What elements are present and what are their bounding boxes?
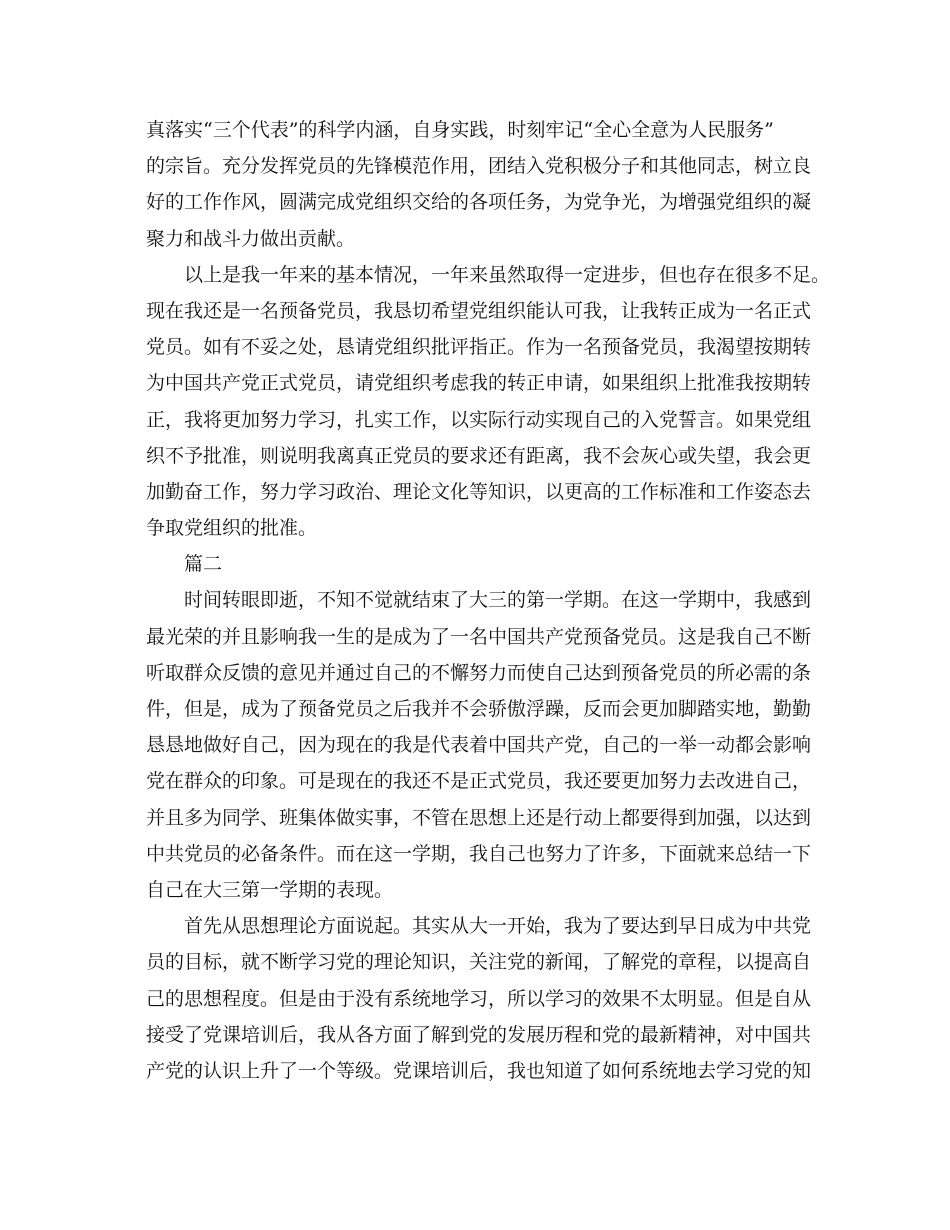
text-line: 织不予批准，则说明我离真正党员的要求还有距离，我不会灰心或失望，我会更: [146, 444, 812, 467]
text-line: 的宗旨。充分发挥党员的先锋模范作用，团结入党积极分子和其他同志，树立良: [146, 155, 812, 178]
text-line: 中共党员的必备条件。而在这一学期，我自己也努力了许多，下面就来总结一下: [146, 842, 812, 865]
text-line: 为中国共产党正式党员，请党组织考虑我的转正申请，如果组织上批准我按期转: [146, 372, 812, 395]
text-line: 接受了党课培训后，我从各方面了解到党的发展历程和党的最新精神，对中国共: [146, 1023, 812, 1046]
text-line: 现在我还是一名预备党员，我恳切希望党组织能认可我，让我转正成为一名正式: [146, 299, 812, 322]
text-line: 正，我将更加努力学习，扎实工作，以实际行动实现自己的入党誓言。如果党组: [146, 408, 812, 431]
paragraph-first-line: 首先从思想理论方面说起。其实从大一开始，我为了要达到早日成为中共党: [184, 915, 812, 938]
text-line: 员的目标，就不断学习党的理论知识，关注党的新闻，了解党的章程，以提高自: [146, 951, 812, 974]
text-line: 并且多为同学、班集体做实事，不管在思想上还是行动上都要得到加强，以达到: [146, 806, 812, 829]
text-line: 党员。如有不妥之处，恳请党组织批评指正。作为一名预备党员，我渴望按期转: [146, 336, 812, 359]
text-line: 产党的认识上升了一个等级。党课培训后，我也知道了如何系统地去学习党的知: [146, 1059, 812, 1082]
text-line: 听取群众反馈的意见并通过自己的不懈努力而使自己达到预备党员的所必需的条: [146, 661, 812, 684]
paragraph-first-line: 以上是我一年来的基本情况，一年来虽然取得一定进步，但也存在很多不足。: [184, 263, 831, 286]
text-line: 真落实“三个代表”的科学内涵，自身实践，时刻牢记“全心全意为人民服务”: [146, 119, 774, 141]
text-line: 自己在大三第一学期的表现。: [146, 878, 394, 901]
document-body: [146, 112, 831, 1089]
text-line: 件，但是，成为了预备党员之后我并不会骄傲浮躁，反而会更加脚踏实地，勤勤: [146, 698, 812, 720]
text-line: 争取党组织的批准。: [146, 517, 318, 540]
paragraph-first-line: 篇二: [184, 553, 223, 576]
text-line: 聚力和战斗力做出贡献。: [146, 227, 356, 250]
text-line: 党在群众的印象。可是现在的我还不是正式党员，我还要更加努力去改进自己，: [146, 770, 812, 793]
text-line: 恳恳地做好自己，因为现在的我是代表着中国共产党，自己的一举一动都会影响: [146, 734, 812, 757]
text-line: 最光荣的并且影响我一生的是成为了一名中国共产党预备党员。这是我自己不断: [146, 625, 812, 648]
text-line: 好的工作作风，圆满完成党组织交给的各项任务，为党争光，为增强党组织的凝: [146, 191, 812, 214]
text-line: 加勤奋工作，努力学习政治、理论文化等知识，以更高的工作标准和工作姿态去: [146, 480, 812, 503]
paragraph-first-line: 时间转眼即逝，不知不觉就结束了大三的第一学期。在这一学期中，我感到: [184, 589, 812, 612]
text-line: 己的思想程度。但是由于没有系统地学习，所以学习的效果不太明显。但是自从: [146, 987, 812, 1010]
